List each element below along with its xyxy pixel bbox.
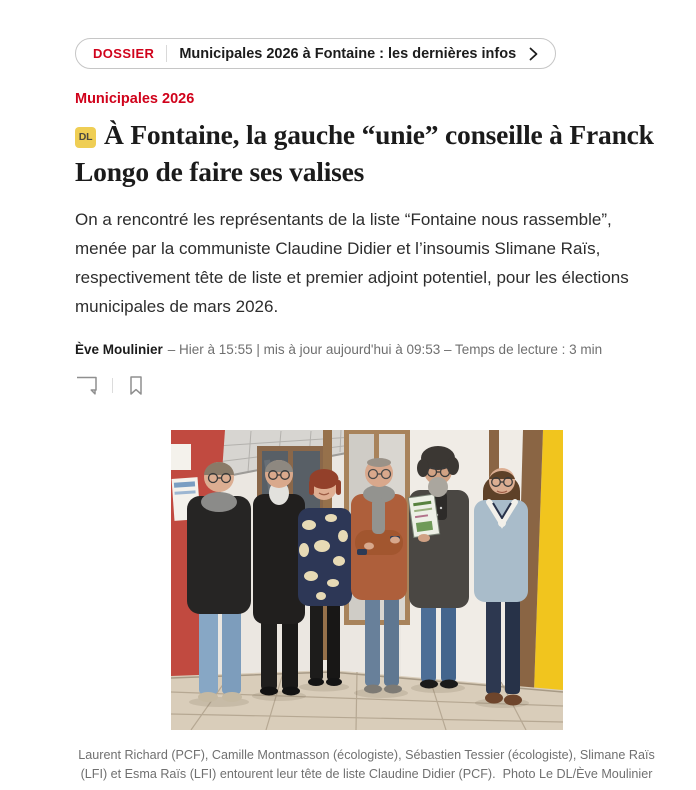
- article-title: [75, 117, 658, 190]
- dl-badge-icon: DL: [75, 127, 96, 148]
- bookmark-icon: [127, 375, 145, 396]
- bookmark-button[interactable]: [127, 375, 145, 396]
- article-title-text: À Fontaine, la gauche “unie” conseille à Franck Longo de faire ses valises: [75, 119, 654, 187]
- photo-caption: Laurent Richard (PCF), Camille Montmasson (écologiste), Sébastien Tessier (écologiste), Slimane Raïs (LFI) et Esma Raïs (LFI) entourent leur tête de liste Claudine Didier (PCF). Photo Le DL/Ève Moulinier: [78, 747, 659, 781]
- category-label[interactable]: Municipales 2026: [75, 91, 195, 107]
- chevron-right-icon: [528, 47, 539, 61]
- dossier-title: Municipales 2026 à Fontaine : les dernières infos: [179, 45, 517, 62]
- banner-divider: [166, 45, 167, 62]
- article-figure: [75, 430, 658, 784]
- article-lede: On a rencontré les représentants de la liste “Fontaine nous rassemble”, menée par la communiste Claudine Didier et l’insoumis Slimane Raïs, respectivement tête de liste et premier adjoint potentiel, pour les élections municipales de mars 2026.: [75, 210, 629, 316]
- dossier-banner[interactable]: [75, 38, 556, 69]
- article-photo: [171, 430, 563, 730]
- byline-meta: – Hier à 15:55 | mis à jour aujourd'hui à 09:53 – Temps de lecture : 3 min: [167, 341, 603, 357]
- comment-button[interactable]: [75, 375, 98, 396]
- actions-divider: [112, 378, 113, 393]
- author-link[interactable]: Ève Moulinier: [75, 341, 163, 357]
- article-actions: [75, 375, 658, 396]
- byline: [75, 342, 658, 357]
- comment-bubble-icon: [75, 375, 98, 396]
- dossier-label: DOSSIER: [93, 46, 155, 61]
- group-photo-illustration: [171, 430, 563, 730]
